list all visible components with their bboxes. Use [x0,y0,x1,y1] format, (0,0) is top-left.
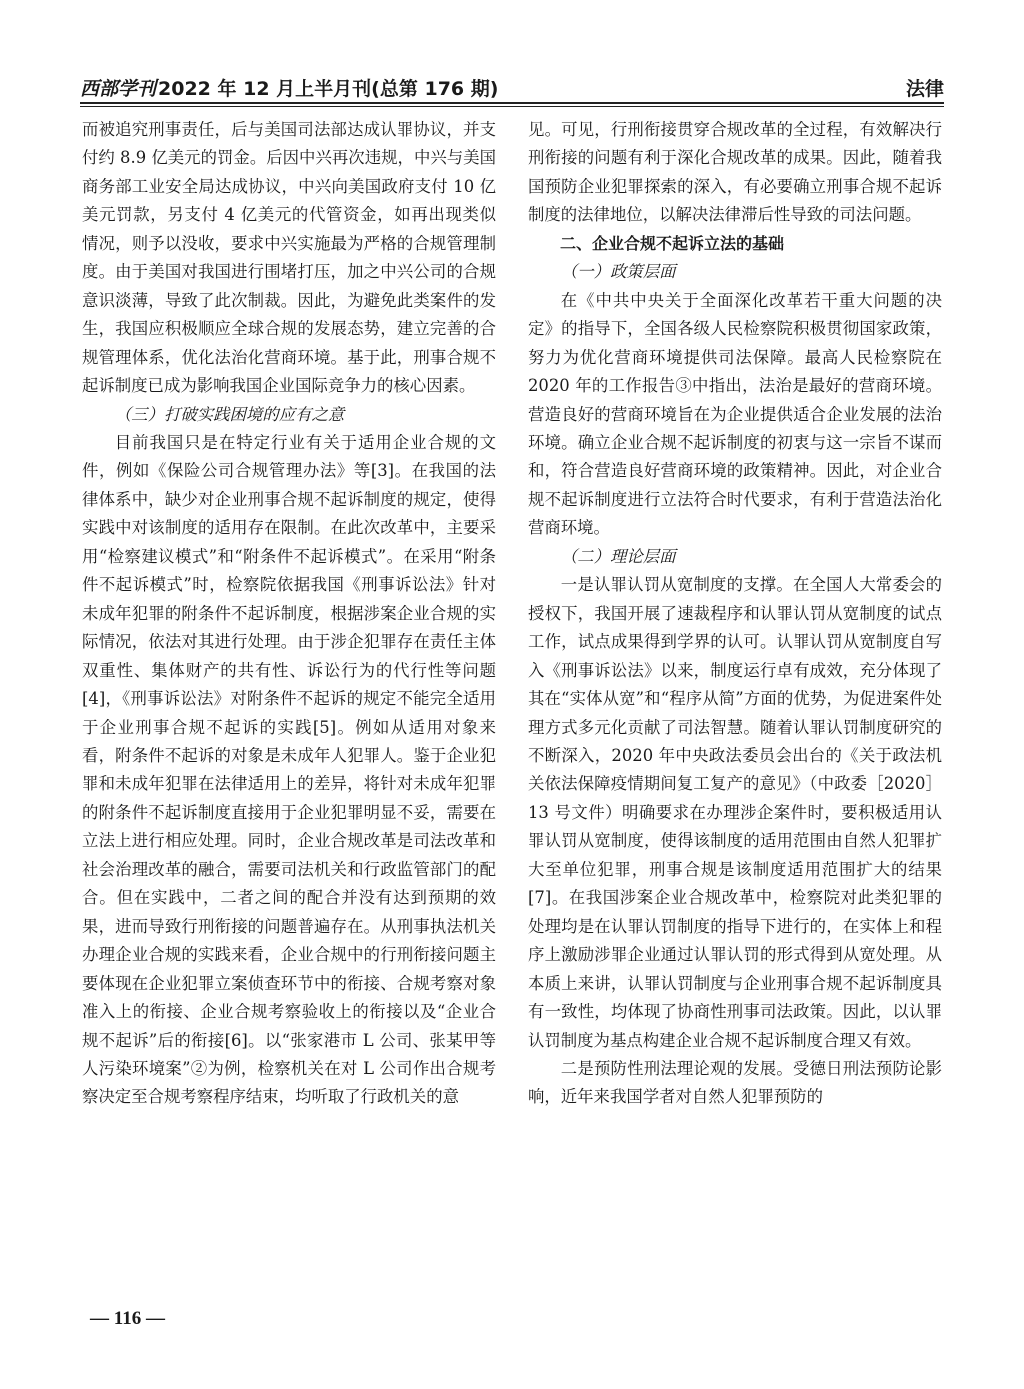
page-number: — 116 — [90,1308,165,1329]
paragraph-continued: 而被追究刑事责任，后与美国司法部达成认罪协议，并支付约 8.9 亿美元的罚金。后因中兴再次违规，中兴与美国商务部工业安全局达成协议，中兴向美国政府支付 10 亿美元罚款，另支付 4 亿美元的代管资金，如再出现类似情况，则予以没收，要求中兴实施最为严格的合规管理制度。由于美国对我国进行围堵打压，加之中兴公司的合规意识淡薄，导致了此次制裁。因此，为避免此类案件的发生，我国应积极顺应全球合规的发展态势，建立完善的合规管理体系，优化法治化营商环境。基于此，刑事合规不起诉制度已成为影响我国企业国际竞争力的核心因素。 [82,120,496,396]
subsection-heading: （二）理论层面 [560,546,676,566]
section-heading: 二、企业合规不起诉立法的基础 [560,233,785,253]
header-rule [80,102,944,104]
paragraph: 目前我国只是在特定行业有关于适用企业合规的文件，例如《保险公司合规管理办法》等[3]。在我国的法律体系中，缺少对企业刑事合规不起诉制度的规定，使得实践中对该制度的适用存在限制。在此次改革中，主要采用“检察建议模式”和“附条件不起诉模式”。在采用“附条件不起诉模式”时，检察院依据我国《刑事诉讼法》针对未成年犯罪的附条件不起诉制度，根据涉案企业合规的实际情况，依法对其进行处理。由于涉企犯罪存在责任主体双重性、集体财产的共有性、诉讼行为的代行性等问题[4]，《刑事诉讼法》对附条件不起诉的规定不能完全适用于企业刑事合规不起诉的实践[5]。例如从适用对象来看，附条件不起诉的对象是未成年人犯罪人。鉴于企业犯罪和未成年犯罪在法律适用上的差异，将针对未成年犯罪的附条件不起诉制度直接用于企业犯罪明显不妥，需要在立法上进行相应处理。同时，企业合规改革是司法改革和社会治理改革的融合，需要司法机关和行政监管部门的配合。但在实践中，二者之间的配合并没有达到预期的效果，进而导致行刑衔接的问题普遍存在。从刑事执法机关办理企业合规的实践来看，企业合规中的行刑衔接问题主要体现在企业犯罪立案侦查环节中的衔接、合规考察对象准入上的衔接、企业合规考察验收上的衔接以及“企业合规不起诉”后的衔接[6]。以“张家港市 L 公司、张某甲等人污染环境案”②为例，检察机关在对 L 公司作出合规考察决定至合规考察程序结束，均听取了行政机关的意 [82,432,496,1107]
right-column [528,116,942,1112]
journal-issue: 2022 年 12 月上半月刊(总第 176 期) [158,78,499,100]
journal-logo: 西部学刊 [80,78,157,100]
section-title: 法律 [905,78,944,100]
paragraph: 二是预防性刑法理论观的发展。受德日刑法预防论影响，近年来我国学者对自然人犯罪预防的 [528,1058,942,1107]
header-rule-thin [80,106,944,107]
paragraph-continued: 见。可见，行刑衔接贯穿合规改革的全过程，有效解决行刑衔接的问题有利于深化合规改革的成果。因此，随着我国预防企业犯罪探索的深入，有必要确立刑事合规不起诉制度的法律地位，以解决法律滞后性导致的司法问题。 [528,120,942,225]
journal-title [80,74,498,101]
paragraph: 在《中共中央关于全面深化改革若干重大问题的决定》的指导下，全国各级人民检察院积极贯彻国家政策，努力为优化营商环境提供司法保障。最高人民检察院在 2020 年的工作报告③中指出，法治是最好的营商环境。营造良好的营商环境旨在为企业提供适合企业发展的法治环境。确立企业合规不起诉制度的初衷与这一宗旨不谋而和，符合营造良好营商环境的政策精神。因此，对企业合规不起诉制度进行立法符合时代要求，有利于营造法治化营商环境。 [528,290,942,538]
running-header [80,72,944,102]
left-column [82,116,496,1112]
paragraph: 一是认罪认罚从宽制度的支撑。在全国人大常委会的授权下，我国开展了速裁程序和认罪认罚从宽制度的试点工作，试点成果得到学界的认可。认罪认罚从宽制度自写入《刑事诉讼法》以来，制度运行卓有成效，充分体现了其在“实体从宽”和“程序从简”方面的优势，为促进案件处理方式多元化贡献了司法智慧。随着认罪认罚制度研究的不断深入，2020 年中央政法委员会出台的《关于政法机关依法保障疫情期间复工复产的意见》（中政委［2020］13 号文件）明确要求在办理涉企案件时，要积极适用认罪认罚从宽制度，使得该制度的适用范围由自然人犯罪扩大至单位犯罪，刑事合规是该制度适用范围扩大的结果[7]。在我国涉案企业合规改革中，检察院对此类犯罪的处理均是在认罪认罚制度的指导下进行的，在实体上和程序上激励涉罪企业通过认罪认罚的形式得到从宽处理。从本质上来讲，认罪认罚制度与企业刑事合规不起诉制度具有一致性，均体现了协商性刑事司法政策。因此，以认罪认罚制度为基点构建企业合规不起诉制度合理又有效。 [528,575,942,1050]
subsection-heading: （一）政策层面 [560,262,676,282]
subsection-heading: （三）打破实践困境的应有之意 [114,404,345,424]
